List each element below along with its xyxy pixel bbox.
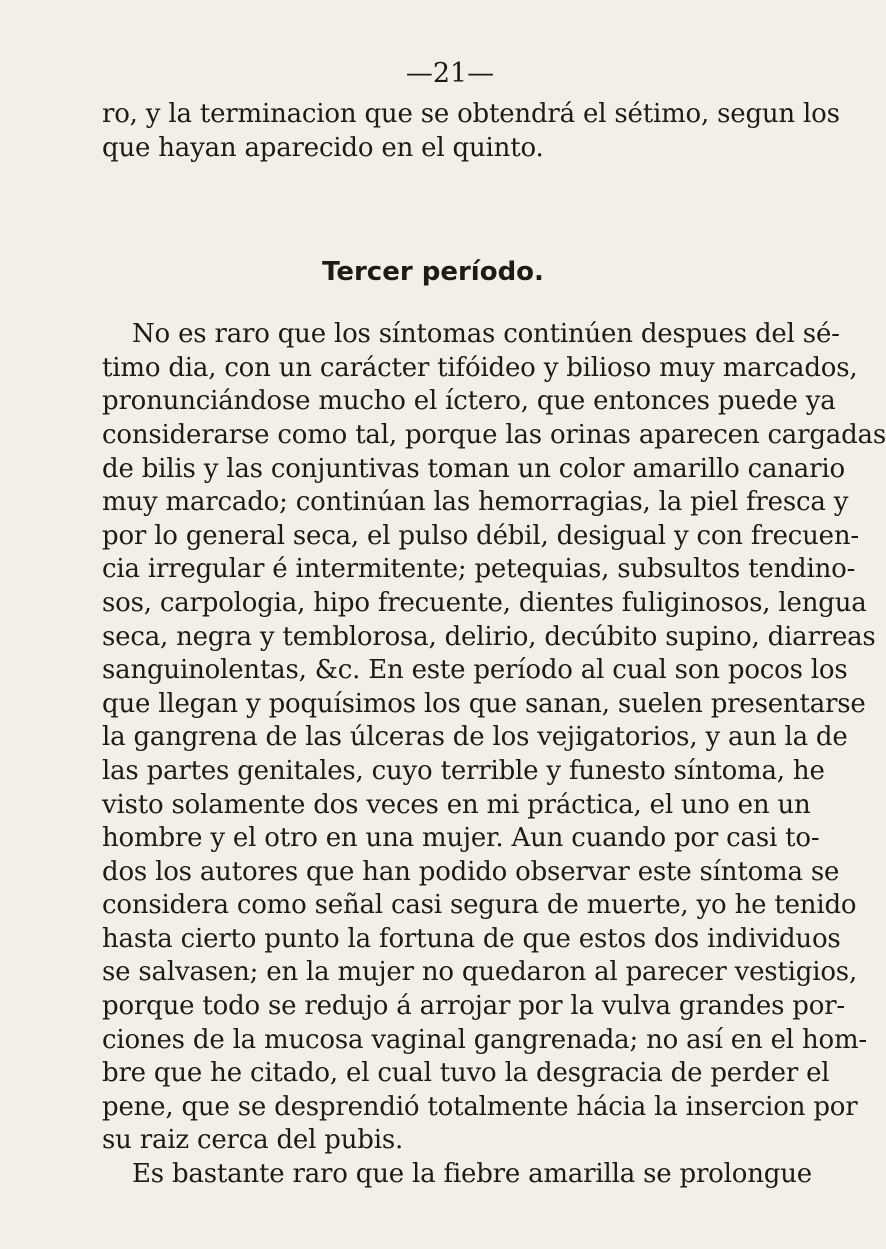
- section-heading: Tercer período.: [322, 257, 544, 288]
- text-line: No es raro que los síntomas continúen despues del sé-: [132, 319, 840, 350]
- text-line: Es bastante raro que la fiebre amarilla se prolongue: [132, 1159, 812, 1190]
- text-line: sos, carpologia, hipo frecuente, dientes fuliginosos, lengua: [102, 587, 867, 618]
- text-line: hombre y el otro en una mujer. Aun cuando por casi to-: [102, 823, 820, 854]
- text-line: pronunciándose mucho el íctero, que entonces puede ya: [102, 386, 836, 417]
- page-number: —21—: [405, 58, 495, 89]
- text-line: sanguinolentas, &c. En este período al cual son pocos los: [102, 655, 848, 686]
- text-line: considerarse como tal, porque las orinas aparecen cargadas: [102, 419, 886, 450]
- text-line: la gangrena de las úlceras de los vejigatorios, y aun la de: [102, 722, 848, 753]
- text-line: de bilis y las conjuntivas toman un color amarillo canario: [102, 453, 845, 484]
- text-line: considera como señal casi segura de muerte, yo he tenido: [102, 890, 857, 921]
- text-line: pene, que se desprendió totalmente hácia la insercion por: [102, 1091, 858, 1122]
- text-line: por lo general seca, el pulso débil, desigual y con frecuen-: [102, 520, 859, 551]
- text-line: ro, y la terminacion que se obtendrá el sétimo, segun los: [102, 99, 840, 129]
- paragraph-1: [102, 318, 886, 1158]
- text-line: ciones de la mucosa vaginal gangrenada; no así en el hom-: [102, 1024, 867, 1055]
- text-line: que llegan y poquísimos los que sanan, suelen presentarse: [102, 688, 866, 719]
- text-line: que hayan aparecido en el quinto.: [102, 132, 544, 163]
- text-line: seca, negra y temblorosa, delirio, decúbito supino, diarreas: [102, 621, 876, 652]
- text-line: hasta cierto punto la fortuna de que estos dos individuos: [102, 923, 841, 954]
- text-line: bre que he citado, el cual tuvo la desgracia de perder el: [102, 1058, 830, 1089]
- intro-text: [102, 98, 840, 165]
- text-line: su raiz cerca del pubis.: [102, 1125, 404, 1156]
- text-line: muy marcado; continúan las hemorragias, la piel fresca y: [102, 487, 849, 518]
- text-line: porque todo se redujo á arrojar por la vulva grandes por-: [102, 991, 845, 1022]
- text-line: cia irregular é intermitente; petequias, subsultos tendino-: [102, 554, 856, 585]
- text-line: timo dia, con un carácter tifóideo y bilioso muy marcados,: [102, 352, 858, 383]
- text-line: dos los autores que han podido observar este síntoma se: [102, 856, 840, 887]
- text-line: visto solamente dos veces en mi práctica, el uno en un: [102, 789, 811, 820]
- text-line: las partes genitales, cuyo terrible y funesto síntoma, he: [102, 755, 825, 786]
- paragraph-2: [102, 1158, 812, 1192]
- text-line: se salvasen; en la mujer no quedaron al parecer vestigios,: [102, 957, 858, 988]
